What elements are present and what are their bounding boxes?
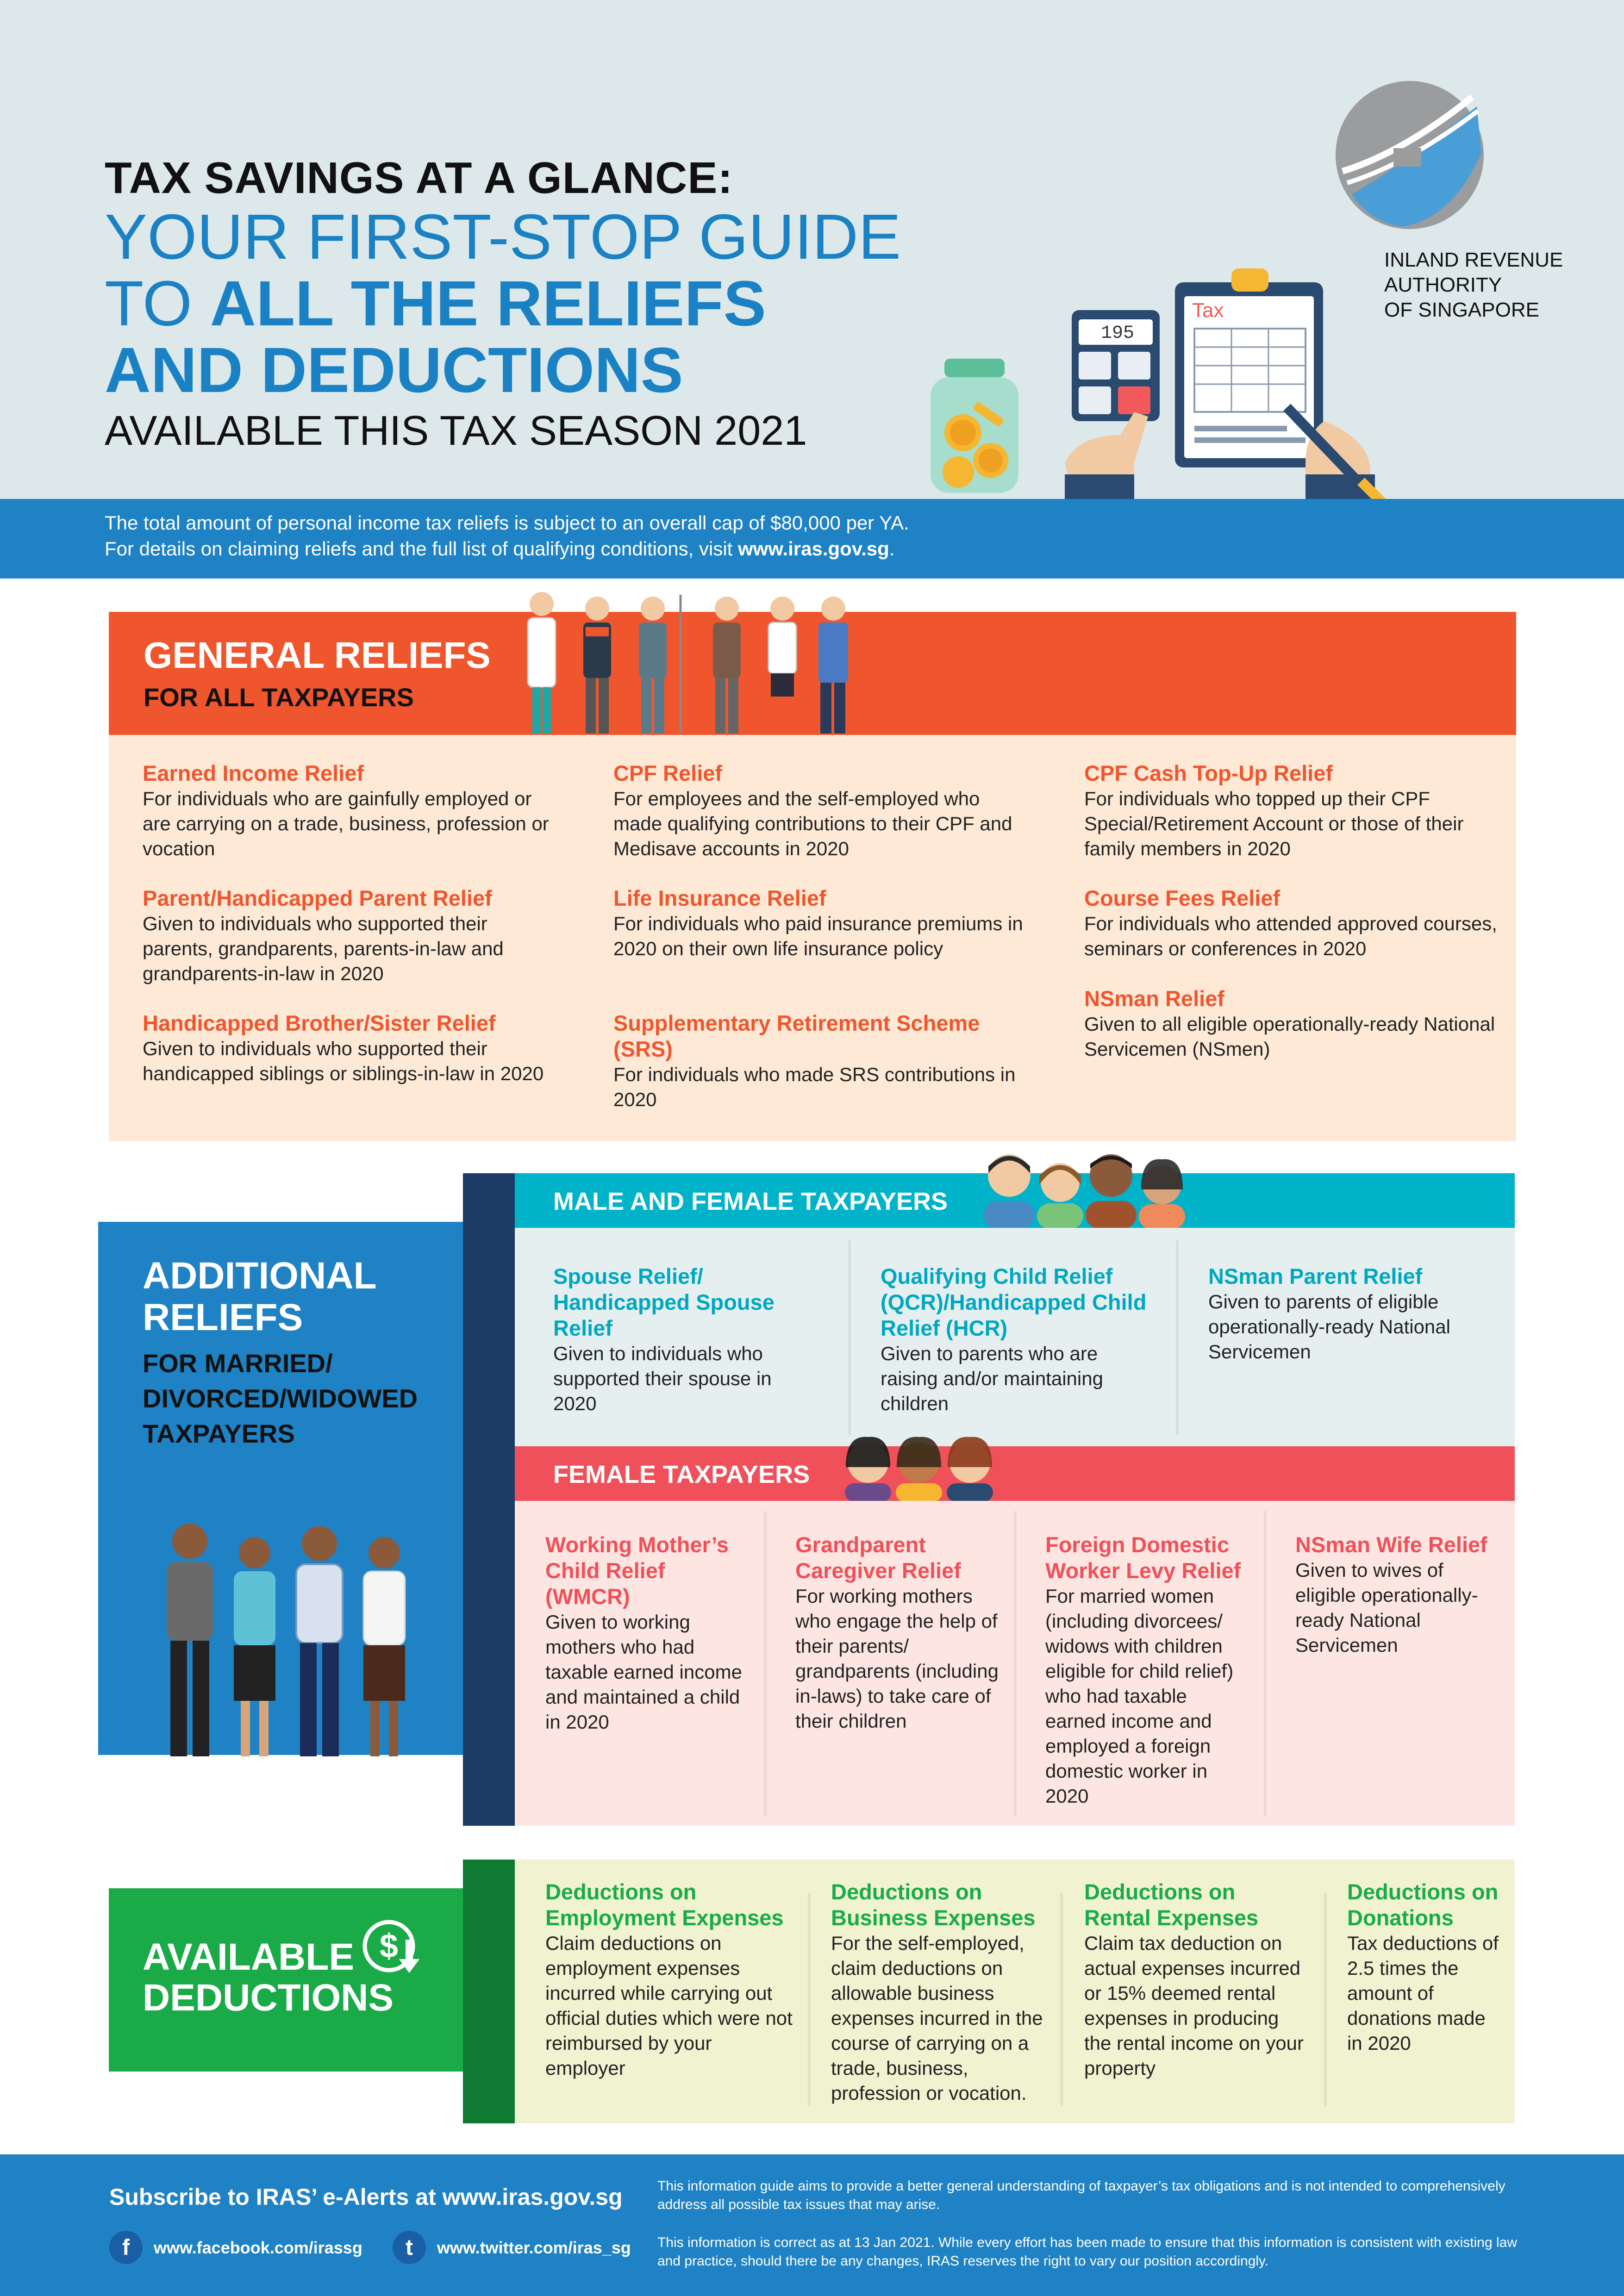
org-name: INLAND REVENUE AUTHORITY OF SINGAPORE	[1384, 249, 1563, 321]
twitter-icon[interactable]: t	[393, 2231, 426, 2264]
divider	[1176, 1240, 1179, 1435]
relief-item: Spouse Relief/ Handicapped Spouse Relief Given to individuals who supported their spouse in 2020	[553, 1264, 775, 1414]
relief-item: Working Mother’s Child Relief (WMCR) Given to working mothers who had taxable earned income and maintained a child in 2020	[545, 1532, 742, 1733]
divider	[1264, 1511, 1267, 1817]
coin-jar-icon	[921, 359, 1028, 498]
relief-item: NSman Parent Relief Given to parents of eligible operationally-ready National Servicemen	[1208, 1264, 1450, 1363]
deduction-item: Deductions on Donations Tax deductions of 2.5 times the amount of donations made in 2020	[1347, 1879, 1499, 2054]
relief-item: Foreign Domestic Worker Levy Relief For married women (including divorcees/ widows with children eligible for child relief) who had taxable earned income and employed a foreign domestic worker in 2020	[1045, 1532, 1241, 1807]
divider	[848, 1240, 851, 1435]
divider	[1060, 1893, 1063, 2106]
relief-item: Earned Income Relief For individuals who are gainfully employed or are carrying on a trade, business, profession or vocation	[143, 761, 549, 859]
relief-item: CPF Relief For employees and the self-employed who made qualifying contributions to their CPF and Medisave accounts in 2020	[613, 761, 1012, 859]
relief-item: Parent/Handicapped Parent Relief Given to individuals who supported their parents, grandparents, parents-in-law and grandparents-in-law in 2020	[143, 886, 504, 984]
relief-item: Handicapped Brother/Sister Relief Given to individuals who supported their handicapped siblings or siblings-in-law in 2020	[143, 1011, 544, 1084]
deduction-item: Deductions on Employment Expenses Claim deductions on employment expenses incurred while carrying out official duties which were not reimbursed by your employer	[545, 1879, 793, 2079]
relief-item: NSman Relief Given to all eligible operationally-ready National Servicemen (NSmen)	[1084, 986, 1495, 1060]
relief-item: CPF Cash Top-Up Relief For individuals who topped up their CPF Special/Retirement Account or those of their family members in 2020	[1084, 761, 1464, 859]
divider	[1014, 1511, 1017, 1817]
disclaimer-1: This information guide aims to provide a better general understanding of taxpayer’s tax obligations and is not intended to comprehensively address all possible tax issues that may arise.	[657, 2178, 1505, 2212]
iras-link[interactable]: www.iras.gov.sg	[738, 538, 889, 560]
twitter-link[interactable]: www.twitter.com/iras_sg	[437, 2238, 631, 2257]
svg-text:Tax: Tax	[1192, 299, 1224, 322]
svg-text:195: 195	[1100, 323, 1134, 344]
info-bar-text: The total amount of personal income tax reliefs is subject to an overall cap of $80,000 per YA. For details on claiming reliefs and the full list of qualifying conditions, visit www.iras.gov.sg.	[105, 512, 909, 560]
dollar-down-icon	[361, 1918, 431, 1979]
female-avatars	[840, 1430, 1002, 1502]
deduction-item: Deductions on Business Expenses For the self-employed, claim deductions on allowable business expenses incurred in the course of carrying on a trade, business, profession or vocation.	[831, 1879, 1043, 2104]
additional-reliefs-connector	[463, 1173, 515, 1826]
relief-item: Supplementary Retirement Scheme (SRS) For individuals who made SRS contributions in 2020	[613, 1011, 1016, 1110]
additional-reliefs-subtitle: FOR MARRIED/ DIVORCED/WIDOWED TAXPAYERS	[143, 1349, 418, 1448]
relief-item: Life Insurance Relief For individuals who paid insurance premiums in 2020 on their own life insurance policy	[613, 886, 1023, 959]
general-reliefs-title: GENERAL RELIEFS	[144, 635, 491, 676]
female-title: FEMALE TAXPAYERS	[553, 1461, 810, 1488]
iras-logo-icon	[1333, 79, 1486, 231]
facebook-icon[interactable]: f	[109, 2231, 143, 2264]
title-line-1: TAX SAVINGS AT A GLANCE:	[105, 153, 733, 203]
facebook-link[interactable]: www.facebook.com/irassg	[154, 2238, 362, 2257]
relief-item: Course Fees Relief For individuals who attended approved courses, seminars or conferences in 2020	[1084, 886, 1497, 959]
title-line-4: AND DEDUCTIONS	[105, 335, 683, 406]
calculator-clipboard-illustration	[1065, 268, 1398, 500]
page-title	[105, 201, 901, 406]
svg-text:$: $	[379, 1928, 399, 1965]
general-reliefs-subtitle: FOR ALL TAXPAYERS	[144, 683, 414, 712]
subscribe-link[interactable]: Subscribe to IRAS’ e-Alerts at www.iras.gov.sg	[109, 2184, 623, 2210]
relief-item: Qualifying Child Relief (QCR)/Handicapped Child Relief (HCR) Given to parents who are raising and/or maintaining children	[881, 1264, 1147, 1414]
title-line-2: YOUR FIRST-STOP GUIDE	[105, 201, 901, 273]
divider	[764, 1511, 767, 1817]
deductions-connector	[463, 1860, 515, 2123]
footer	[0, 2154, 1624, 2296]
relief-item: Grandparent Caregiver Relief For working mothers who engage the help of their parents/ grandparents (including in-laws) to take care of their children	[795, 1532, 999, 1732]
deductions-title: AVAILABLE DEDUCTIONS	[143, 1936, 394, 2019]
divider	[808, 1893, 811, 2106]
family-illustration	[148, 1518, 426, 1768]
deduction-item: Deductions on Rental Expenses Claim tax deduction on actual expenses incurred or 15% deemed rental expenses in producing the rental income on your property	[1084, 1879, 1304, 2079]
title-line-5: AVAILABLE THIS TAX SEASON 2021	[105, 408, 807, 454]
additional-reliefs-title: ADDITIONAL RELIEFS	[143, 1255, 377, 1338]
relief-item: NSman Wife Relief Given to wives of eligible operationally-ready National Servicemen	[1295, 1532, 1487, 1656]
title-line-3: TO ALL THE RELIEFS	[105, 268, 766, 339]
workers-illustration	[509, 585, 861, 738]
male-female-avatars	[974, 1148, 1197, 1229]
divider	[1324, 1893, 1327, 2106]
male-female-title: MALE AND FEMALE TAXPAYERS	[553, 1188, 948, 1215]
disclaimer-2: This information is correct as at 13 Jan 2021. While every effort has been made to ensure that this information is consistent with existing law and practice, should there be any changes, IRAS reserves the right to vary our position accordingly.	[657, 2235, 1518, 2269]
